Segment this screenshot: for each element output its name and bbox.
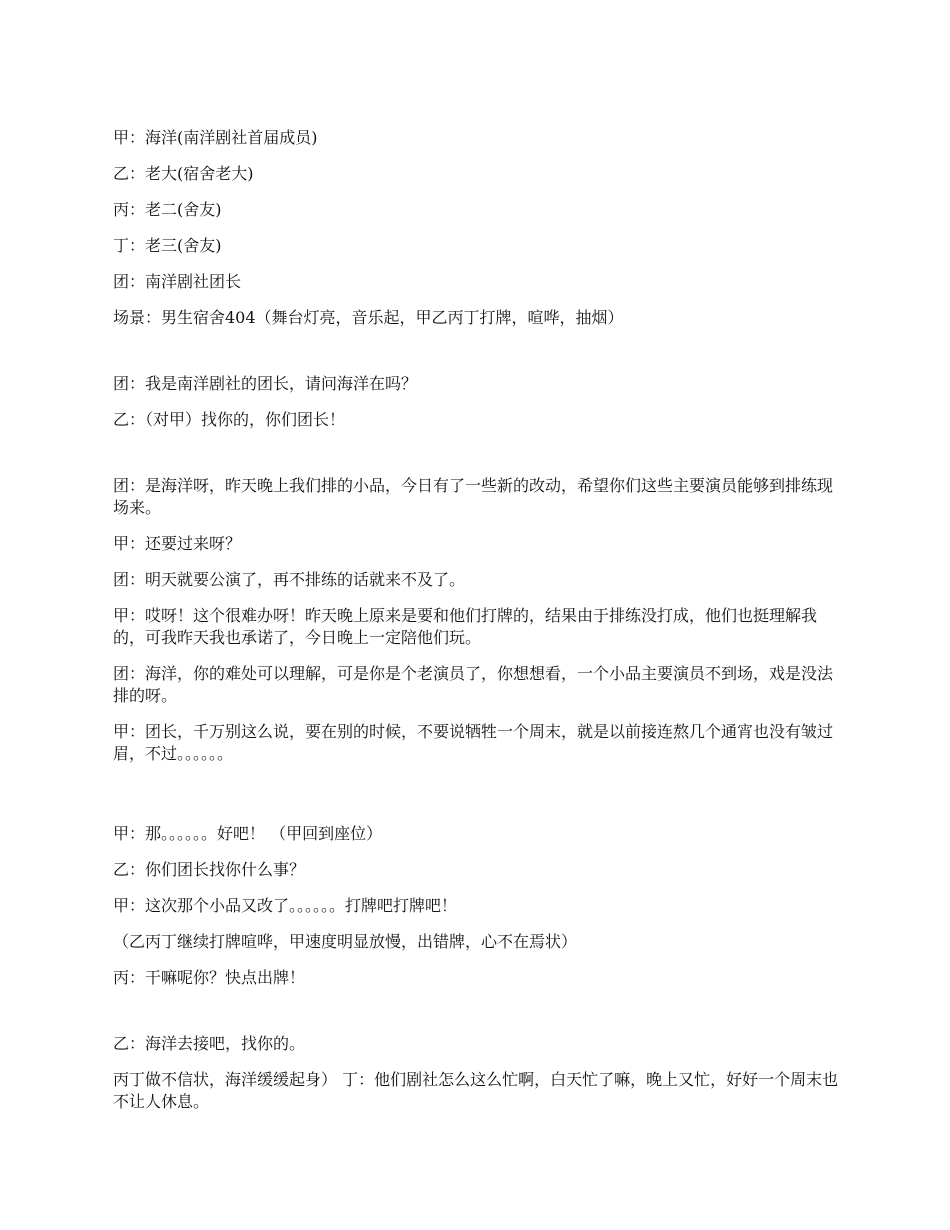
dialogue-line: 乙：（对甲）找你的，你们团长！ (113, 410, 346, 429)
stage-direction: （乙丙丁继续打牌喧哗，甲速度明显放慢，出错牌，心不在焉状） (113, 932, 578, 951)
dialogue-line: 丙：干嘛呢你？快点出牌！ (113, 968, 306, 987)
section-gap (113, 445, 843, 475)
dialogue-line: 乙：你们团长找你什么事？ (113, 860, 306, 879)
dialogue-line: 甲：那。。。。。。好吧！ （甲回到座位） (113, 824, 383, 843)
scene-description: 场景：男生宿舍404（舞台灯亮，音乐起，甲乙丙丁打牌，喧哗，抽烟） (113, 308, 624, 327)
dialogue-line: 甲：这次那个小品又改了。。。。。。打牌吧打牌吧！ (113, 896, 458, 915)
cast-line-tuan: 团：南洋剧社团长 (113, 272, 242, 291)
cast-line-bing: 丙：老二(舍友) (113, 200, 222, 219)
dialogue-line: 乙：海洋去接吧，找你的。 (113, 1034, 306, 1053)
dialogue-line: 团：海洋，你的难处可以理解，可是你是个老演员了，你想想看，一个小品主要演员不到场，戏是没法排的呀。 (113, 664, 834, 705)
script-body (113, 127, 843, 1127)
section-gap (113, 1003, 843, 1033)
section-gap (113, 343, 843, 373)
section-gap (113, 779, 843, 823)
dialogue-line: 甲：哎呀！这个很难办呀！昨天晚上原来是要和他们打牌的，结果由于排练没打成，他们也挺理解我的，可我昨天我也承诺了，今日晚上一定陪他们玩。 (113, 606, 818, 647)
cast-line-yi: 乙：老大(宿舍老大) (113, 164, 254, 183)
dialogue-line: 甲：还要过来呀？ (113, 534, 242, 553)
dialogue-line: 丙丁做不信状，海洋缓缓起身） 丁：他们剧社怎么这么忙啊，白天忙了嘛，晚上又忙，好好一个周末也不让人休息。 (113, 1070, 839, 1111)
dialogue-line: 团：是海洋呀，昨天晚上我们排的小品，今日有了一些新的改动，希望你们这些主要演员能够到排练现场来。 (113, 476, 834, 517)
cast-line-jia: 甲：海洋(南洋剧社首届成员) (113, 128, 318, 147)
cast-line-ding: 丁：老三(舍友) (113, 236, 222, 255)
dialogue-line: 甲：团长，千万别这么说，要在别的时候，不要说牺牲一个周末，就是以前接连熬几个通宵也没有皱过眉，不过。。。。。。 (113, 722, 834, 763)
dialogue-line: 团：明天就要公演了，再不排练的话就来不及了。 (113, 570, 466, 589)
dialogue-line: 团：我是南洋剧社的团长，请问海洋在吗？ (113, 374, 418, 393)
